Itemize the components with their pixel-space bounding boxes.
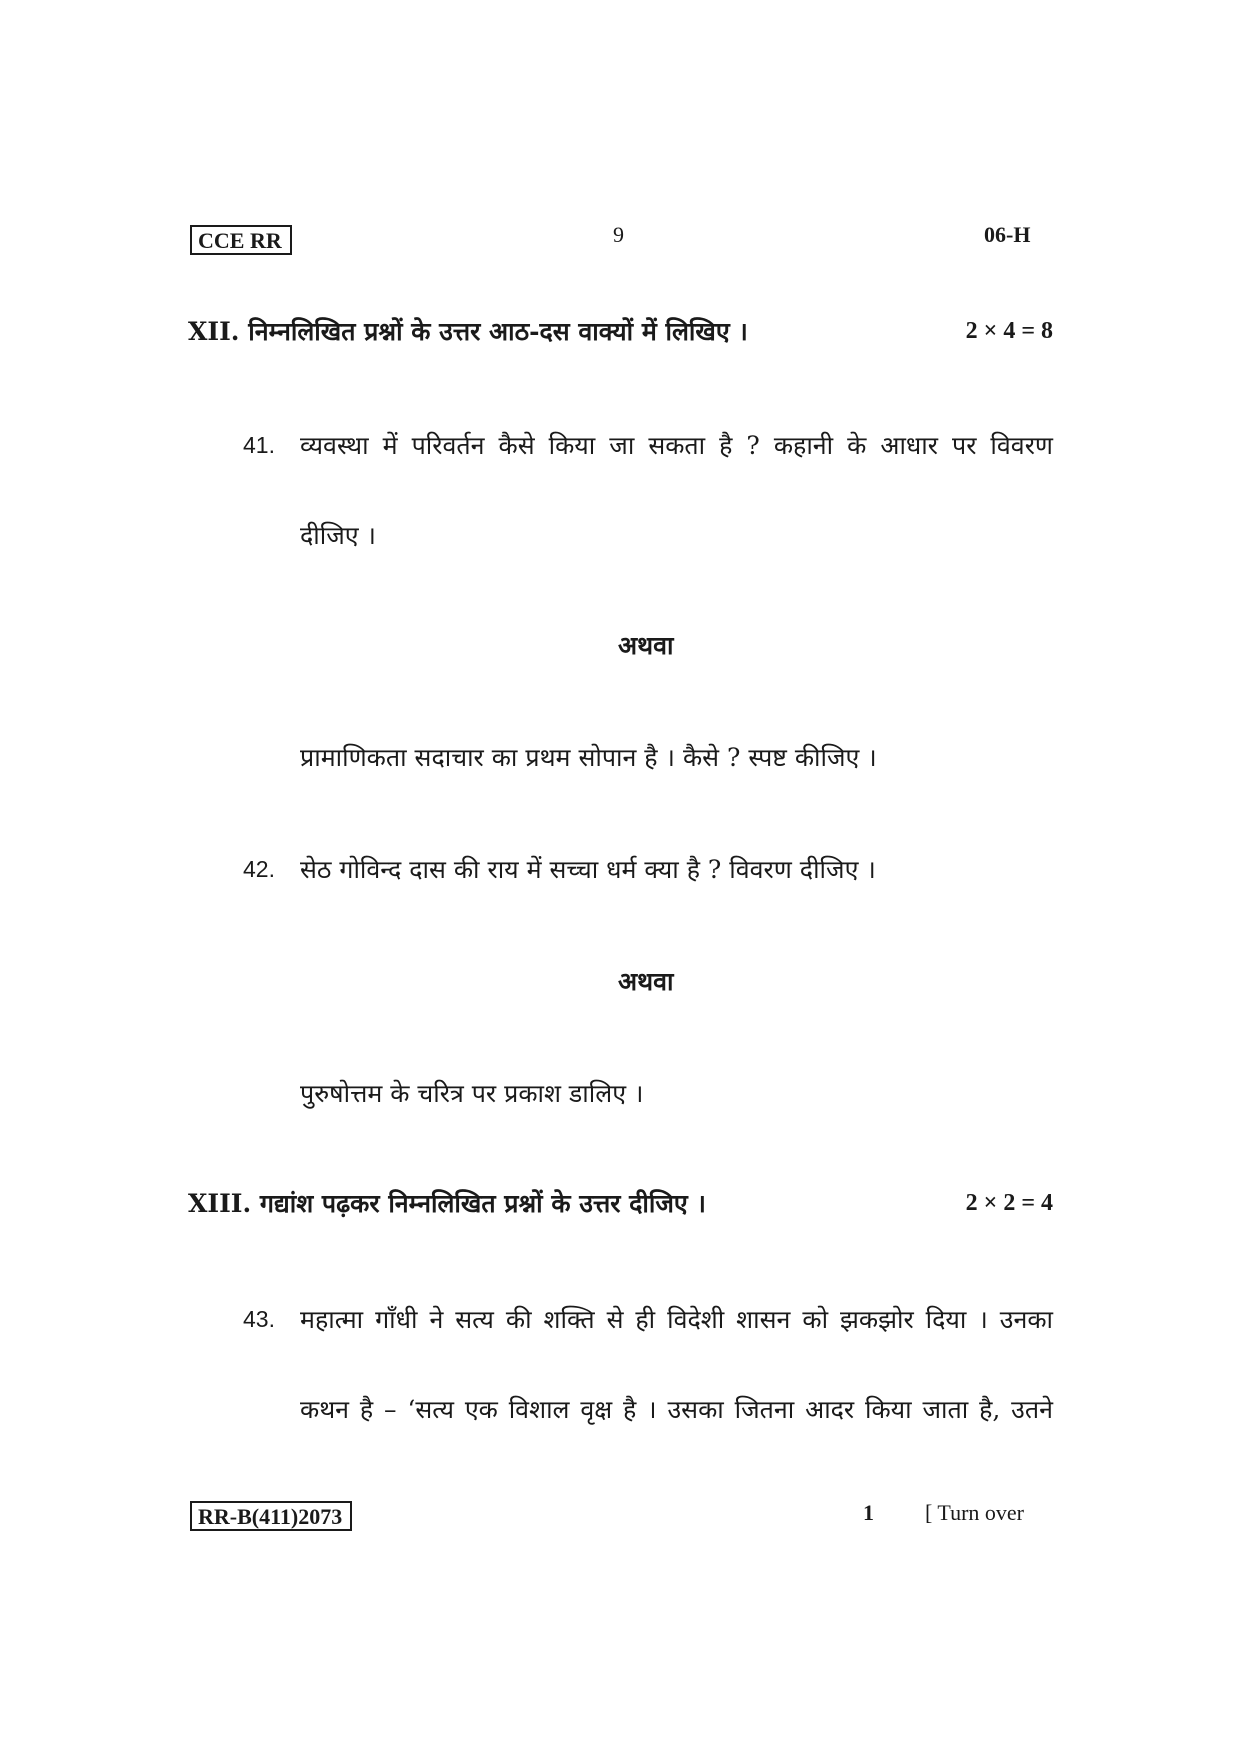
section-heading [188, 314, 748, 348]
section-title: गद्यांश पढ़कर निम्नलिखित प्रश्नों के उत्तर दीजिए । [259, 1189, 706, 1218]
footer-page-marker: 1 [863, 1500, 874, 1525]
question-text-line: कथन है – ‘सत्य एक विशाल वृक्ष है । उसका जितना आदर किया जाता है, उतने [300, 1395, 1053, 1424]
section-marks: 2 × 2 = 4 [965, 1190, 1053, 1216]
section-number: XII. [188, 317, 240, 346]
subject-code: 06-H [984, 222, 1031, 247]
turn-over-note: [ Turn over [925, 1500, 1025, 1525]
or-label: अथवा [618, 967, 674, 996]
question-text-line: महात्मा गाँधी ने सत्य की शक्ति से ही विदेशी शासन को झकझोर दिया । उनका [300, 1305, 1053, 1334]
question-text-line: व्यवस्था में परिवर्तन कैसे किया जा सकता है ? कहानी के आधार पर विवरण [300, 431, 1053, 460]
question-text-line: सेठ गोविन्द दास की राय में सच्चा धर्म क्या है ? विवरण दीजिए । [300, 855, 876, 884]
section-marks: 2 × 4 = 8 [965, 318, 1053, 344]
paper-code-header: CCE RR [190, 225, 292, 255]
alternate-question: प्रामाणिकता सदाचार का प्रथम सोपान है । कैसे ? स्पष्ट कीजिए । [300, 743, 877, 772]
section-title: निम्नलिखित प्रश्नों के उत्तर आठ-दस वाक्यों में लिखिए । [248, 317, 748, 346]
question-number: 41. [243, 432, 275, 458]
page-number: 9 [613, 222, 624, 247]
or-label: अथवा [618, 631, 674, 660]
question-number: 43. [243, 1306, 275, 1332]
section-number: XIII. [188, 1189, 252, 1218]
booklet-code: RR-B(411)2073 [190, 1501, 352, 1531]
alternate-question: पुरुषोत्तम के चरित्र पर प्रकाश डालिए । [300, 1079, 644, 1108]
question-text-line: दीजिए । [300, 521, 377, 550]
section-heading [188, 1186, 706, 1220]
question-number: 42. [243, 856, 275, 882]
